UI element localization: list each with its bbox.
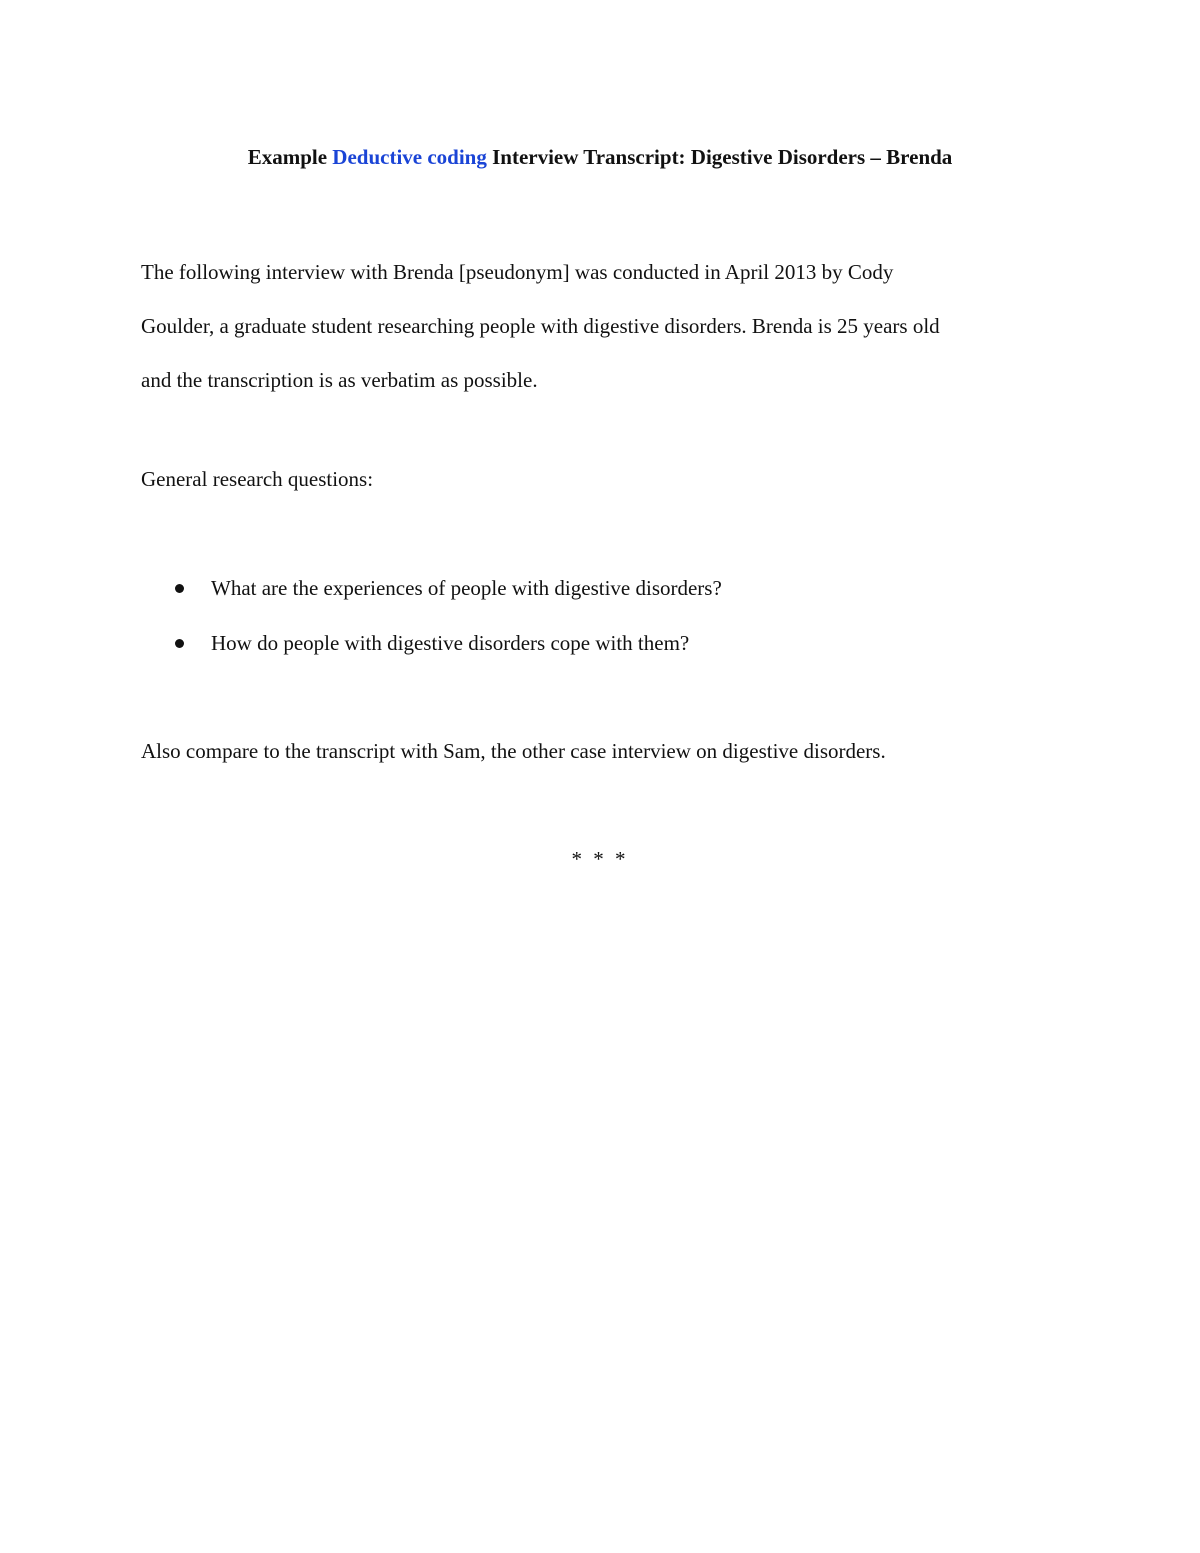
research-question-text: What are the experiences of people with digestive disorders?	[211, 576, 722, 600]
research-question-text: How do people with digestive disorders cope with them?	[211, 631, 690, 655]
bullet-icon	[175, 584, 184, 593]
compare-note: Also compare to the transcript with Sam, the other case interview on digestive disorders.	[141, 739, 886, 763]
intro-paragraph	[141, 245, 1061, 407]
title-suffix: Interview Transcript: Digestive Disorders – Brenda	[486, 145, 953, 169]
intro-line: and the transcription is as verbatim as possible.	[141, 368, 538, 392]
document-title	[0, 141, 1200, 173]
section-separator: * * *	[571, 847, 629, 871]
intro-line: Goulder, a graduate student researching people with digestive disorders. Brenda is 25 years old	[141, 314, 940, 338]
title-prefix: Example	[247, 145, 333, 169]
title-accent-deductive-coding: Deductive coding	[332, 145, 487, 169]
bullet-icon	[175, 639, 184, 648]
research-questions-label: General research questions:	[141, 467, 374, 491]
intro-line: The following interview with Brenda [pseudonym] was conducted in April 2013 by Cody	[141, 260, 894, 284]
